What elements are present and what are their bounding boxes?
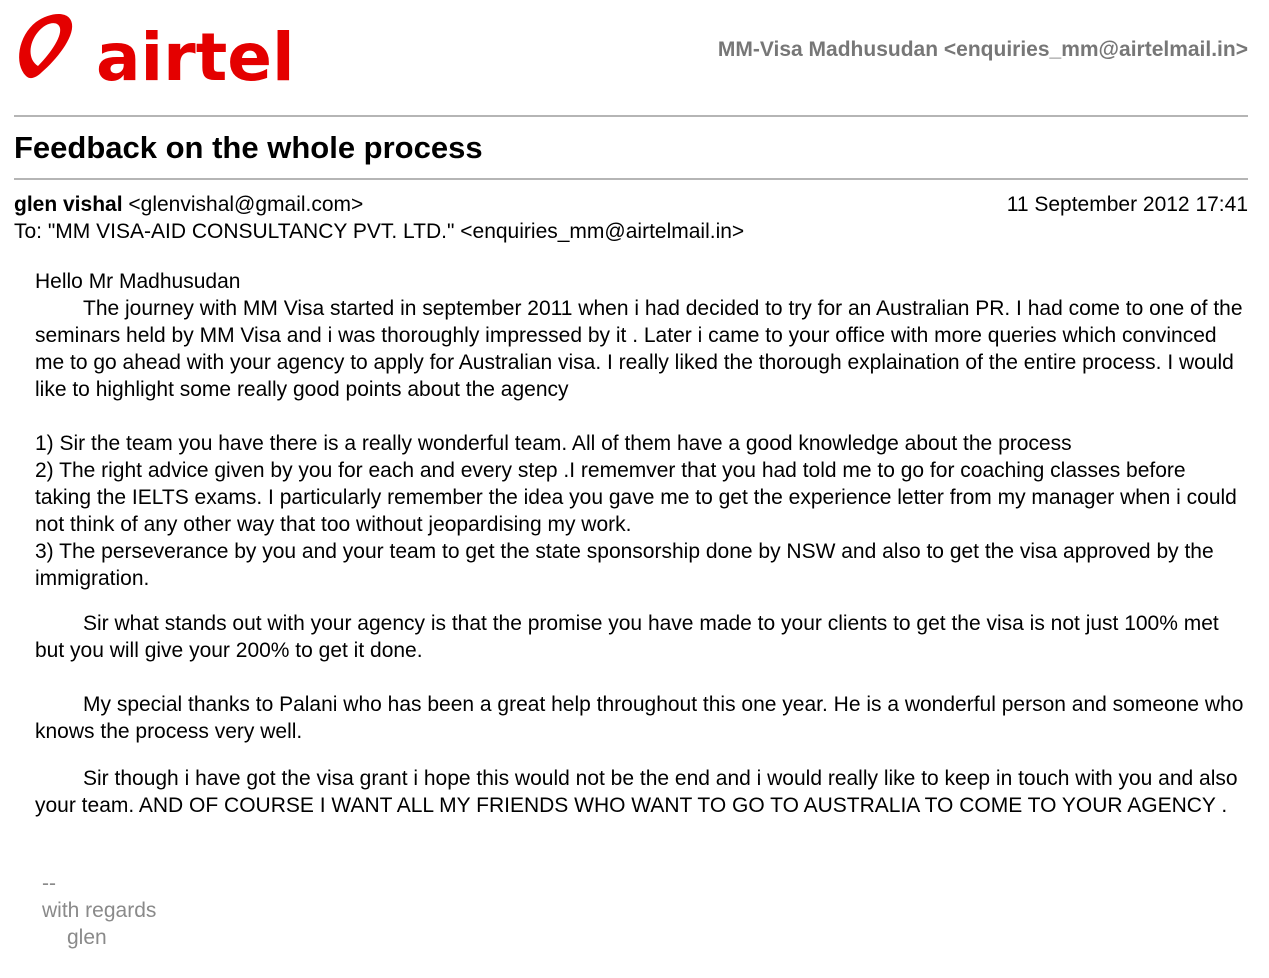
body-paragraph-1: The journey with MM Visa started in september 2011 when i had decided to try for an Australian PR. I had come to one of the seminars held by MM Visa and i was thoroughly impressed by it . Later i came to your office with more queries which convinced me to go ahead with your agency to apply for Australian visa. I really liked the thorough explaination of the entire process. I would like to highlight some really good points about the agency xyxy=(35,297,1243,401)
email-signature xyxy=(42,870,156,951)
header-divider xyxy=(14,115,1248,117)
subject-divider xyxy=(14,178,1248,180)
point-3: 3) The perseverance by you and your team to get the state sponsorship done by NSW and also to get the visa approved by the immigration. xyxy=(35,540,1214,590)
signature-separator: -- xyxy=(42,872,56,895)
airtel-logo xyxy=(12,10,295,96)
body-paragraph-3: My special thanks to Palani who has been a great help throughout this one year. He is a wonderful person and someone who knows the process very well. xyxy=(35,693,1244,743)
email-subject: Feedback on the whole process xyxy=(14,130,483,165)
email-body xyxy=(35,268,1245,819)
body-paragraph-2: Sir what stands out with your agency is that the promise you have made to your clients to get the visa is not just 100% met but you will give your 200% to get it done. xyxy=(35,612,1219,662)
point-1: 1) Sir the team you have there is a really wonderful team. All of them have a good knowledge about the process xyxy=(35,432,1072,455)
signature-name: glen xyxy=(67,926,107,949)
sender-name: glen vishal xyxy=(14,193,123,216)
greeting: Hello Mr Madhusudan xyxy=(35,270,241,293)
recipient-line: To: "MM VISA-AID CONSULTANCY PVT. LTD." <enquiries_mm@airtelmail.in> xyxy=(14,220,745,243)
sender-line xyxy=(14,193,363,217)
body-paragraph-4: Sir though i have got the visa grant i hope this would not be the end and i would really like to keep in touch with you and also your team. AND OF COURSE I WANT ALL MY FRIENDS WHO WANT TO GO TO AUSTRALIA TO COME TO YOUR AGENCY . xyxy=(35,767,1238,817)
signature-closing: with regards xyxy=(42,899,157,922)
account-address: MM-Visa Madhusudan <enquiries_mm@airtelmail.in> xyxy=(717,38,1248,61)
point-2: 2) The right advice given by you for each and every step .I rememver that you had told me to go for coaching classes before taking the IELTS exams. I particularly remember the idea you gave me to get the experience letter from my manager when i could not think of any other way that too without jeopardising my work. xyxy=(35,459,1237,536)
brand-wordmark: airtel xyxy=(96,19,295,96)
sender-email: <glenvishal@gmail.com> xyxy=(128,193,364,216)
airtel-logo-icon xyxy=(12,10,295,96)
email-date: 11 September 2012 17:41 xyxy=(1006,193,1248,216)
